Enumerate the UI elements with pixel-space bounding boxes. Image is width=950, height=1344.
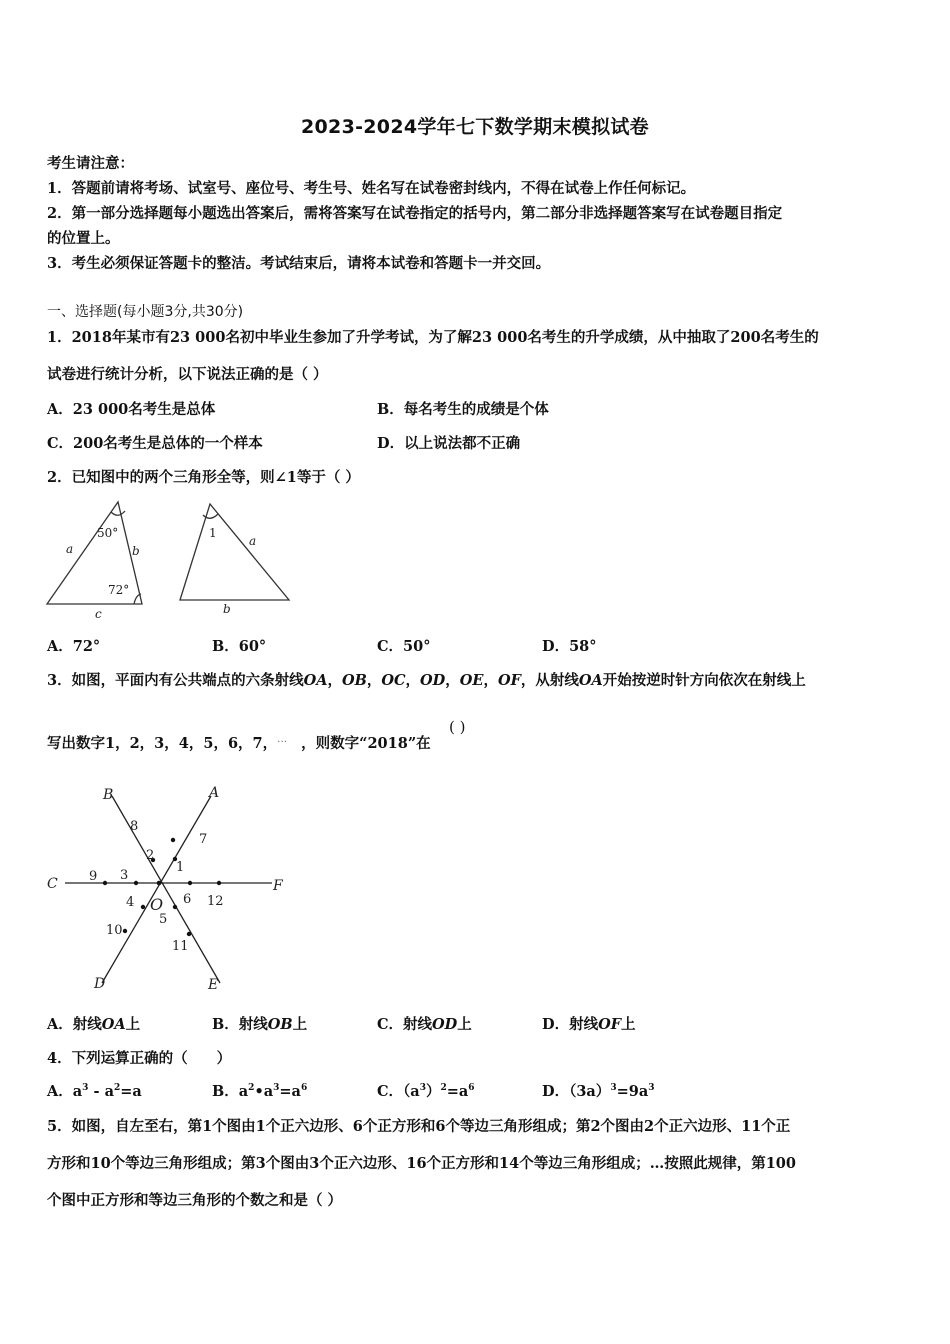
ray-number-9: 9 [89,869,98,884]
q1-option-b: B．每名考生的成绩是个体 [377,401,549,418]
q3-option-a: A．射线OA上 [47,1016,141,1033]
notice-item-2-cont: 的位置上。 [47,230,120,247]
q3-option-b: B．射线OB上 [212,1016,308,1033]
ray-label-e: E [208,977,219,993]
ray-label-a: A [209,785,220,801]
q3-answer-paren: ( ) [449,718,466,736]
triangle-2 [180,504,289,600]
tri1-side-a: a [66,542,74,556]
ray-number-11: 11 [172,939,189,954]
ray-ob-oe-line [112,796,220,983]
q3-stem-line1: 3．如图，平面内有公共端点的六条射线OA，OB，OC，OD，OE，OF，从射线OA开始按逆时针方向依次在射线上 [47,672,806,689]
ray-label-c: C [47,876,58,892]
q2-option-d: D．58° [542,638,597,655]
ray-number-12: 12 [207,894,224,909]
ray-label-f: F [273,878,283,894]
tri1-side-b: b [132,544,140,558]
ray-number-10: 10 [106,923,123,938]
ray-label-b: B [103,787,114,803]
ray-number-6: 6 [183,892,192,907]
ray-label-d: D [94,976,106,992]
q1-option-d: D．以上说法都不正确 [377,435,521,452]
ray-number-1: 1 [176,860,185,875]
q1-option-a: A．23 000名考生是总体 [47,401,216,418]
tri1-side-c: c [95,607,102,620]
q4-stem: 4．下列运算正确的（ ） [47,1050,232,1067]
q3-rays-figure [42,780,292,995]
q1-stem-line2: 试卷进行统计分析，以下说法正确的是（ ） [47,366,328,383]
q2-option-c: C．50° [377,638,431,655]
q4-option-b: B．$a^2•a^3=a^6$ [212,1083,308,1100]
q5-stem-line1: 5．如图，自左至右，第1个图由1个正六边形、6个正方形和6个等边三角形组成；第2个图由2个正六边形、11个正 [47,1118,791,1135]
q4-option-a: A．$a^3 - a^2=a$ [47,1083,142,1100]
section-heading: 一、选择题(每小题3分,共30分) [47,304,244,320]
q4-option-c: C．$(a^3)^2=a^6$ [377,1083,475,1100]
q2-option-b: B．60° [212,638,267,655]
tri1-top-angle: 50° [97,526,119,540]
q3-option-d: D．射线OF上 [542,1016,636,1033]
q4-option-d: D．$(3a)^3=9a^3$ [542,1083,655,1100]
ray-number-8: 8 [130,819,139,834]
tri2-side-a: a [249,534,257,548]
notice-item-1: 1．答题前请将考场、试室号、座位号、考生号、姓名写在试卷密封线内，不得在试卷上作任何标记。 [47,180,696,197]
ray-number-5: 5 [159,912,168,927]
q1-stem-line1: 1．2018年某市有23 000名初中毕业生参加了升学考试，为了解23 000名考生的升学成绩，从中抽取了200名考生的 [47,329,819,346]
q5-stem-line2: 方形和10个等边三角形组成；第3个图由3个正六边形、16个正方形和14个等边三角形组成；…按照此规律，第100 [47,1155,796,1172]
q2-triangles-figure [40,495,300,620]
notice-item-2: 2．第一部分选择题每小题选出答案后，需将答案写在试卷指定的括号内，第二部分非选择题答案写在试卷题目指定 [47,205,783,222]
ray-oa-od-line [102,796,211,983]
tri2-side-b: b [223,602,231,616]
ray-number-4: 4 [126,895,135,910]
ray-number-2: 2 [146,848,155,863]
q2-stem: 2．已知图中的两个三角形全等，则∠1等于（ ） [47,469,360,486]
q2-option-a: A．72° [47,638,101,655]
q3-stem-line2: 写出数字1，2，3，4，5，6，7，… ，则数字“2018”在 [47,734,431,752]
center-label-o: O [150,895,164,914]
q5-stem-line3: 个图中正方形和等边三角形的个数之和是（ ） [47,1192,343,1209]
tri2-angle-1: 1 [209,526,217,540]
q3-option-c: C．射线OD上 [377,1016,472,1033]
ray-number-3: 3 [120,868,129,883]
ray-number-7: 7 [199,832,208,847]
tri1-bottom-angle: 72° [108,583,130,597]
q1-option-c: C．200名考生是总体的一个样本 [47,435,263,452]
page-title: 2023-2024学年七下数学期末模拟试卷 [301,116,649,138]
notice-heading: 考生请注意： [47,155,134,172]
notice-item-3: 3．考生必须保证答题卡的整洁。考试结束后，请将本试卷和答题卡一并交回。 [47,255,551,272]
